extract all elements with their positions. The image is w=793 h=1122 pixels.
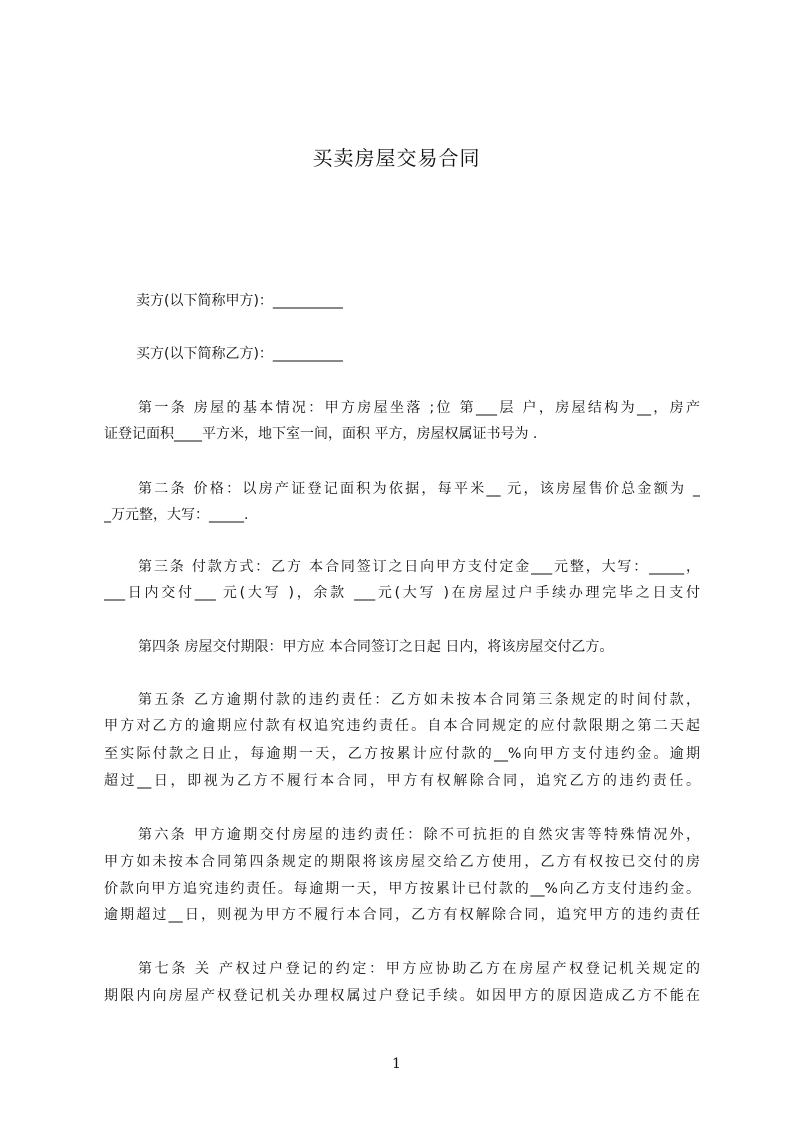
article-7-line-2: 期限内向房屋产权登记机关办理权属过户登记手续。如因甲方的原因造成乙方不能在 bbox=[104, 988, 700, 1004]
buyer-line: 买方(以下简称乙方)：__________ bbox=[136, 346, 343, 362]
article-6-line-4: 逾期超过__日，则视为甲方不履行本合同，乙方有权解除合同，追究甲方的违约责任 bbox=[104, 907, 700, 923]
article-5-line-4: 超过__日，即视为乙方不履行本合同，甲方有权解除合同，追究乙方的违约责任。 bbox=[104, 773, 700, 789]
article-2-line-1: 第二条 价格：以房产证登记面积为依据，每平米__ 元，该房屋售价总金额为 _ bbox=[138, 481, 700, 497]
article-2-line-2: _万元整，大写：_____. bbox=[104, 507, 249, 523]
article-5-line-2: 甲方对乙方的逾期应付款有权追究违约责任。自本合同规定的应付款限期之第二天起 bbox=[104, 718, 700, 734]
article-1-line-2: 证登记面积____平方米，地下室一间，面积 平方，房屋权属证书号为 . bbox=[104, 426, 538, 442]
article-5-line-3: 至实际付款之日止，每逾期一天，乙方按累计应付款的__%向甲方支付违约金。逾期 bbox=[104, 746, 700, 762]
article-7-line-1: 第七条 关 产权过户登记的约定：甲方应协助乙方在房屋产权登记机关规定的 bbox=[138, 961, 700, 977]
article-6-line-1: 第六条 甲方逾期交付房屋的违约责任：除不可抗拒的自然灾害等特殊情况外， bbox=[138, 827, 700, 843]
article-6-line-2: 甲方如未按本合同第四条规定的期限将该房屋交给乙方使用，乙方有权按已交付的房 bbox=[104, 854, 700, 870]
article-1-line-1: 第一条 房屋的基本情况：甲方房屋坐落 ;位 第___层 户，房屋结构为__，房产 bbox=[138, 400, 700, 416]
page-number: 1 bbox=[392, 1056, 401, 1072]
article-5-line-1: 第五条 乙方逾期付款的违约责任：乙方如未按本合同第三条规定的时间付款， bbox=[138, 692, 700, 708]
article-3-line-1: 第三条 付款方式：乙方 本合同签订之日向甲方支付定金___元整，大写：_____， bbox=[138, 559, 700, 575]
seller-line: 卖方(以下简称甲方)：__________ bbox=[136, 293, 343, 309]
contract-title: 买卖房屋交易合同 bbox=[312, 146, 481, 170]
article-3-line-2: ___日内交付___ 元(大写 )，余款 ___元(大写 )在房屋过户手续办理完毕之日支付 bbox=[104, 585, 700, 601]
article-6-line-3: 价款向甲方追究违约责任。每逾期一天，甲方按累计已付款的__%向乙方支付违约金。 bbox=[104, 881, 700, 897]
article-4-line-1: 第四条 房屋交付期限：甲方应 本合同签订之日起 日内，将该房屋交付乙方。 bbox=[138, 639, 614, 655]
